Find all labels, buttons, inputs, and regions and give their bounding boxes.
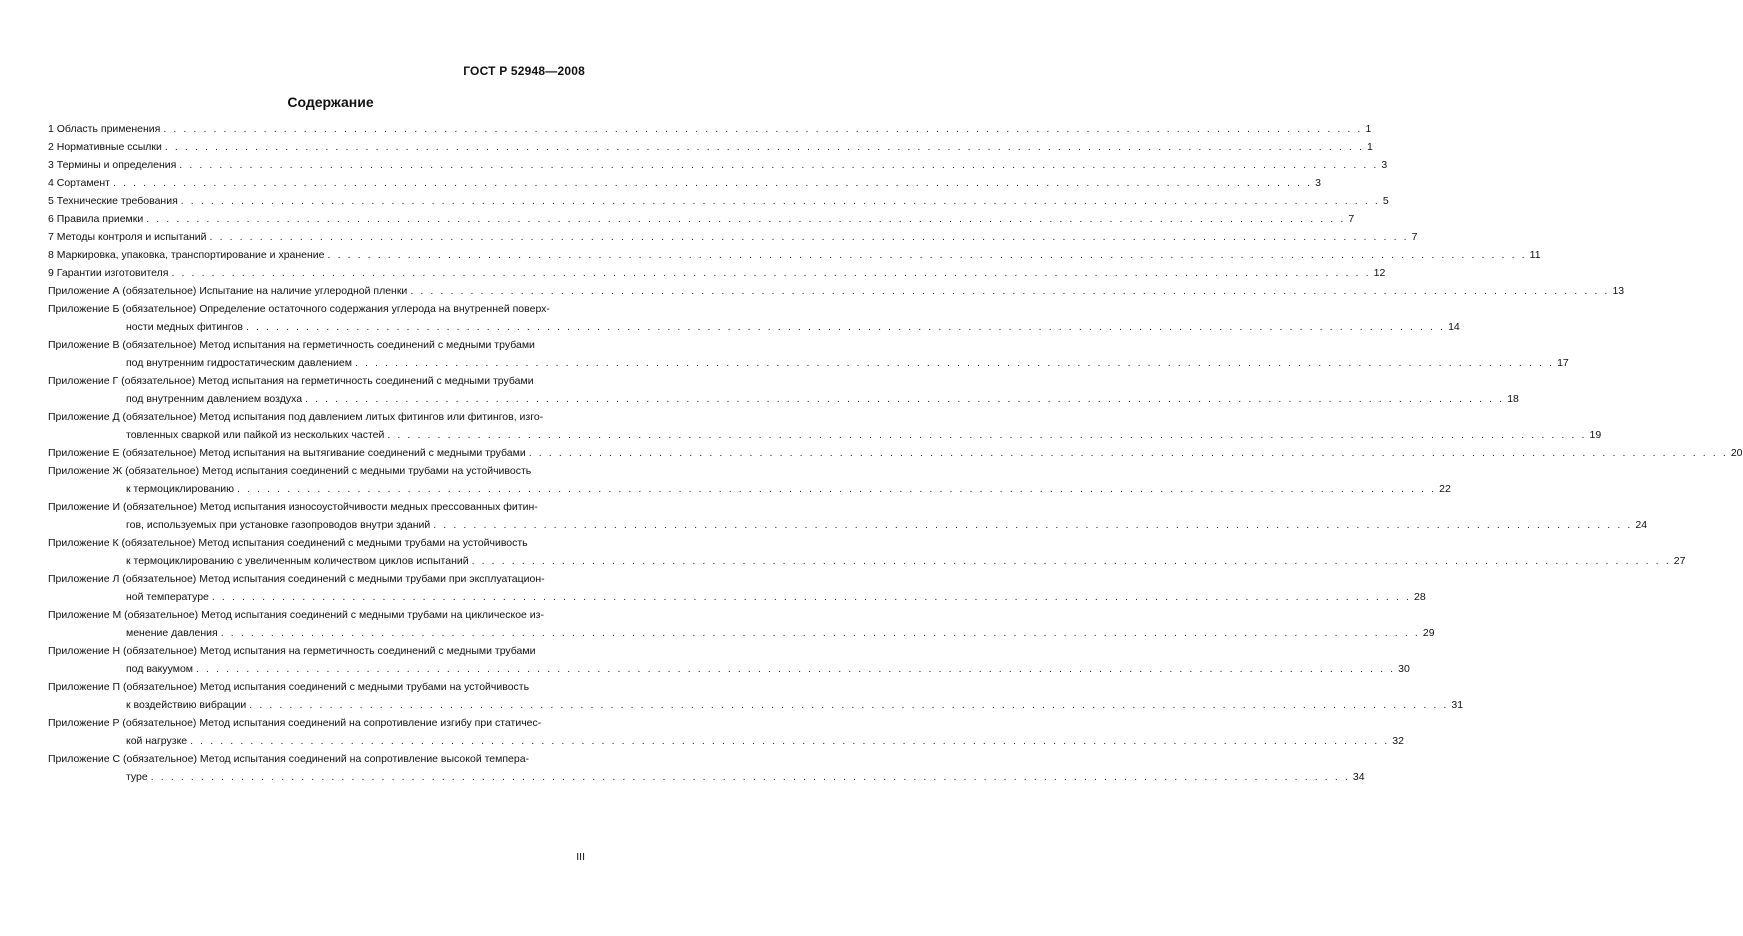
- dot-leader: . . . . . . . . . . . . . . . . . . . . . . . . . . . . . . . . . . . . . . . . . . . . . . . . . . . . . . . . . . . . . . . . . . . . . . . . . . . . . . . . . . . . . . . . . . . . . . . . . . . . . . . . . . . . . . . . . . . . . . . .: [433, 519, 1633, 531]
- toc-entry-text: 3 Термины и определения: [48, 159, 177, 171]
- dot-leader: . . . . . . . . . . . . . . . . . . . . . . . . . . . . . . . . . . . . . . . . . . . . . . . . . . . . . . . . . . . . . . . . . . . . . . . . . . . . . . . . . . . . . . . . . . . . . . . . . . . . . . . . . . . . . . . . . . . . . . . .: [528, 447, 1728, 459]
- toc-entry-text: менение давления: [126, 627, 218, 639]
- toc-entry-text: ной температуре: [126, 591, 209, 603]
- dot-leader: . . . . . . . . . . . . . . . . . . . . . . . . . . . . . . . . . . . . . . . . . . . . . . . . . . . . . . . . . . . . . . . . . . . . . . . . . . . . . . . . . . . . . . . . . . . . . . . . . . . . . . . . . . . . . . . . . . . . . . . .: [305, 393, 1505, 405]
- toc-entry[interactable]: [48, 138, 1373, 156]
- toc-page-number: 22: [1439, 483, 1451, 495]
- dot-leader: . . . . . . . . . . . . . . . . . . . . . . . . . . . . . . . . . . . . . . . . . . . . . . . . . . . . . . . . . . . . . . . . . . . . . . . . . . . . . . . . . . . . . . . . . . . . . . . . . . . . . . . . . . . . . . . . . . . . . . . .: [237, 483, 1437, 495]
- toc-page-number: 5: [1382, 195, 1389, 207]
- toc-entry-text: Приложение Б (обязательное) Определение остаточного содержания углерода на внутренней поверх-: [48, 303, 550, 315]
- toc-entry-text: Приложение Н (обязательное) Метод испытания на герметичность соединений с медными трубами: [48, 645, 536, 657]
- toc-entry-text: 7 Методы контроля и испытаний: [48, 231, 207, 243]
- toc-page-number: 13: [1612, 285, 1625, 297]
- toc-page-number: 7: [1348, 213, 1355, 225]
- dot-leader: . . . . . . . . . . . . . . . . . . . . . . . . . . . . . . . . . . . . . . . . . . . . . . . . . . . . . . . . . . . . . . . . . . . . . . . . . . . . . . . . . . . . . . . . . . . . . . . . . . . . . . . . . . . . . . . . . . . . . . . .: [179, 159, 1379, 171]
- dot-leader: . . . . . . . . . . . . . . . . . . . . . . . . . . . . . . . . . . . . . . . . . . . . . . . . . . . . . . . . . . . . . . . . . . . . . . . . . . . . . . . . . . . . . . . . . . . . . . . . . . . . . . . . . . . . . . . . . . . . . . . .: [113, 177, 1313, 189]
- toc-entry[interactable]: [48, 228, 1418, 246]
- toc-page-number: 19: [1589, 429, 1602, 441]
- toc-page-number: 34: [1352, 771, 1365, 783]
- toc-entry-text: к воздействию вибрации: [126, 699, 247, 711]
- dot-leader: . . . . . . . . . . . . . . . . . . . . . . . . . . . . . . . . . . . . . . . . . . . . . . . . . . . . . . . . . . . . . . . . . . . . . . . . . . . . . . . . . . . . . . . . . . . . . . . . . . . . . . . . . . . . . . . . . . . . . . . .: [211, 591, 1412, 603]
- document-code: ГОСТ Р 52948—2008: [463, 64, 585, 78]
- dot-leader: . . . . . . . . . . . . . . . . . . . . . . . . . . . . . . . . . . . . . . . . . . . . . . . . . . . . . . . . . . . . . . . . . . . . . . . . . . . . . . . . . . . . . . . . . . . . . . . . . . . . . . . . . . . . . . . . . . . . . . . .: [327, 249, 1527, 261]
- dot-leader: . . . . . . . . . . . . . . . . . . . . . . . . . . . . . . . . . . . . . . . . . . . . . . . . . . . . . . . . . . . . . . . . . . . . . . . . . . . . . . . . . . . . . . . . . . . . . . . . . . . . . . . . . . . . . . . . . . . . . . . .: [150, 771, 1350, 783]
- toc-entry[interactable]: [48, 336, 1569, 372]
- toc-entry-text: товленных сваркой или пайкой из нескольких частей: [126, 429, 385, 441]
- page-title: Содержание: [287, 94, 374, 110]
- dot-leader: . . . . . . . . . . . . . . . . . . . . . . . . . . . . . . . . . . . . . . . . . . . . . . . . . . . . . . . . . . . . . . . . . . . . . . . . . . . . . . . . . . . . . . . . . . . . . . . . . . . . . . . . . . . . . . . . . . . . . . . .: [220, 627, 1420, 639]
- toc-page-number: 29: [1422, 627, 1435, 639]
- dot-leader: . . . . . . . . . . . . . . . . . . . . . . . . . . . . . . . . . . . . . . . . . . . . . . . . . . . . . . . . . . . . . . . . . . . . . . . . . . . . . . . . . . . . . . . . . . . . . . . . . . . . . . . . . . . . . . . . . . . . . . . .: [209, 231, 1409, 243]
- table-of-contents: [48, 120, 1743, 786]
- toc-entry[interactable]: [48, 462, 1451, 498]
- toc-entry[interactable]: [48, 678, 1464, 714]
- toc-entry[interactable]: [48, 156, 1388, 174]
- toc-entry-text: 2 Нормативные ссылки: [48, 141, 162, 153]
- toc-page-number: 7: [1411, 231, 1418, 243]
- toc-entry-text: Приложение М (обязательное) Метод испытания соединений с медными трубами на циклическое из-: [48, 609, 544, 621]
- toc-entry[interactable]: [48, 264, 1386, 282]
- toc-page-number: 28: [1414, 591, 1426, 603]
- toc-entry[interactable]: [48, 192, 1389, 210]
- toc-entry-text: кой нагрузке: [126, 735, 188, 747]
- toc-entry-text: 5 Технические требования: [48, 195, 178, 207]
- toc-entry-text: Приложение П (обязательное) Метод испытания соединений с медными трубами на устойчивость: [48, 681, 530, 693]
- toc-entry-text: под вакуумом: [126, 663, 194, 675]
- toc-page-number: 3: [1381, 159, 1388, 171]
- toc-entry[interactable]: [48, 246, 1541, 264]
- dot-leader: . . . . . . . . . . . . . . . . . . . . . . . . . . . . . . . . . . . . . . . . . . . . . . . . . . . . . . . . . . . . . . . . . . . . . . . . . . . . . . . . . . . . . . . . . . . . . . . . . . . . . . . . . . . . . . . . . . . . . . . .: [164, 141, 1364, 153]
- toc-entry-text: 8 Маркировка, упаковка, транспортирование и хранение: [48, 249, 325, 261]
- page-number: III: [576, 851, 585, 863]
- toc-page-number: 24: [1635, 519, 1648, 531]
- toc-entry[interactable]: [48, 606, 1435, 642]
- toc-page-number: 1: [1365, 123, 1372, 135]
- toc-entry-text: Приложение В (обязательное) Метод испытания на герметичность соединений с медными трубами: [48, 339, 535, 351]
- dot-leader: . . . . . . . . . . . . . . . . . . . . . . . . . . . . . . . . . . . . . . . . . . . . . . . . . . . . . . . . . . . . . . . . . . . . . . . . . . . . . . . . . . . . . . . . . . . . . . . . . . . . . . . . . . . . . . . . . . . . . . . .: [163, 123, 1363, 135]
- toc-entry-text: 9 Гарантии изготовителя: [48, 267, 169, 279]
- toc-entry[interactable]: [48, 174, 1321, 192]
- toc-entry-text: к термоциклированию: [126, 483, 235, 495]
- dot-leader: . . . . . . . . . . . . . . . . . . . . . . . . . . . . . . . . . . . . . . . . . . . . . . . . . . . . . . . . . . . . . . . . . . . . . . . . . . . . . . . . . . . . . . . . . . . . . . . . . . . . . . . . . . . . . . . . . . . . . . . .: [354, 357, 1555, 369]
- toc-entry[interactable]: [48, 570, 1426, 606]
- toc-entry-text: Приложение К (обязательное) Метод испытания соединений с медными трубами на устойчивость: [48, 537, 528, 549]
- toc-entry[interactable]: [48, 642, 1410, 678]
- toc-page-number: 17: [1557, 357, 1569, 369]
- toc-entry[interactable]: [48, 282, 1625, 300]
- toc-entry[interactable]: [48, 372, 1519, 408]
- toc-page-number: 18: [1507, 393, 1519, 405]
- toc-page-number: 31: [1451, 699, 1464, 711]
- toc-page-number: 12: [1373, 267, 1386, 279]
- toc-entry-text: 6 Правила приемки: [48, 213, 144, 225]
- toc-entry-text: Приложение А (обязательное) Испытание на наличие углеродной пленки: [48, 285, 408, 297]
- toc-entry[interactable]: [48, 534, 1686, 570]
- toc-entry-text: Приложение Л (обязательное) Метод испытания соединений с медными трубами при эксплуатацион-: [48, 573, 545, 585]
- toc-entry[interactable]: [48, 498, 1648, 534]
- toc-entry-text: под внутренним гидростатическим давлением: [126, 357, 352, 369]
- toc-entry-text: Приложение С (обязательное) Метод испытания соединений на сопротивление высокой темпера-: [48, 753, 530, 765]
- toc-entry-text: к термоциклированию с увеличенным количеством циклов испытаний: [126, 555, 469, 567]
- toc-entry-text: 4 Сортамент: [48, 177, 110, 189]
- toc-page-number: 3: [1315, 177, 1321, 189]
- toc-entry-text: Приложение Г (обязательное) Метод испытания на герметичность соединений с медными трубами: [48, 375, 534, 387]
- toc-entry-text: ности медных фитингов: [126, 321, 243, 333]
- dot-leader: . . . . . . . . . . . . . . . . . . . . . . . . . . . . . . . . . . . . . . . . . . . . . . . . . . . . . . . . . . . . . . . . . . . . . . . . . . . . . . . . . . . . . . . . . . . . . . . . . . . . . . . . . . . . . . . . . . . . . . . .: [190, 735, 1390, 747]
- toc-page-number: 14: [1448, 321, 1460, 333]
- toc-entry-text: туре: [126, 771, 148, 783]
- toc-entry-text: Приложение Р (обязательное) Метод испытания соединений на сопротивление изгибу при статичес-: [48, 717, 542, 729]
- dot-leader: . . . . . . . . . . . . . . . . . . . . . . . . . . . . . . . . . . . . . . . . . . . . . . . . . . . . . . . . . . . . . . . . . . . . . . . . . . . . . . . . . . . . . . . . . . . . . . . . . . . . . . . . . . . . . . . . . . . . . . . .: [180, 195, 1380, 207]
- toc-entry-text: 1 Область применения: [48, 123, 161, 135]
- dot-leader: . . . . . . . . . . . . . . . . . . . . . . . . . . . . . . . . . . . . . . . . . . . . . . . . . . . . . . . . . . . . . . . . . . . . . . . . . . . . . . . . . . . . . . . . . . . . . . . . . . . . . . . . . . . . . . . . . . . . . . . .: [171, 267, 1371, 279]
- toc-page-number: 1: [1366, 141, 1373, 153]
- dot-leader: . . . . . . . . . . . . . . . . . . . . . . . . . . . . . . . . . . . . . . . . . . . . . . . . . . . . . . . . . . . . . . . . . . . . . . . . . . . . . . . . . . . . . . . . . . . . . . . . . . . . . . . . . . . . . . . . . . . . . . . .: [387, 429, 1587, 441]
- toc-page-number: 30: [1398, 663, 1410, 675]
- dot-leader: . . . . . . . . . . . . . . . . . . . . . . . . . . . . . . . . . . . . . . . . . . . . . . . . . . . . . . . . . . . . . . . . . . . . . . . . . . . . . . . . . . . . . . . . . . . . . . . . . . . . . . . . . . . . . . . . . . . . . . . .: [249, 699, 1449, 711]
- toc-page-number: 11: [1529, 249, 1541, 261]
- toc-entry[interactable]: [48, 714, 1404, 750]
- dot-leader: . . . . . . . . . . . . . . . . . . . . . . . . . . . . . . . . . . . . . . . . . . . . . . . . . . . . . . . . . . . . . . . . . . . . . . . . . . . . . . . . . . . . . . . . . . . . . . . . . . . . . . . . . . . . . . . . . . . . . . . .: [245, 321, 1446, 333]
- toc-entry-text: Приложение Ж (обязательное) Метод испытания соединений с медными трубами на устойчивость: [48, 465, 532, 477]
- dot-leader: . . . . . . . . . . . . . . . . . . . . . . . . . . . . . . . . . . . . . . . . . . . . . . . . . . . . . . . . . . . . . . . . . . . . . . . . . . . . . . . . . . . . . . . . . . . . . . . . . . . . . . . . . . . . . . . . . . . . . . . .: [196, 663, 1396, 675]
- toc-entry-text: под внутренним давлением воздуха: [126, 393, 303, 405]
- toc-entry[interactable]: [48, 210, 1355, 228]
- toc-page-number: 32: [1392, 735, 1404, 747]
- toc-entry[interactable]: [48, 120, 1372, 138]
- toc-page-number: 20: [1730, 447, 1743, 459]
- toc-entry-text: Приложение И (обязательное) Метод испытания износоустойчивости медных прессованных фитин-: [48, 501, 538, 513]
- toc-page-number: 27: [1673, 555, 1686, 567]
- toc-entry-text: Приложение Е (обязательное) Метод испытания на вытягивание соединений с медными трубами: [48, 447, 526, 459]
- dot-leader: . . . . . . . . . . . . . . . . . . . . . . . . . . . . . . . . . . . . . . . . . . . . . . . . . . . . . . . . . . . . . . . . . . . . . . . . . . . . . . . . . . . . . . . . . . . . . . . . . . . . . . . . . . . . . . . . . . . . . . . .: [471, 555, 1671, 567]
- toc-entry-text: Приложение Д (обязательное) Метод испытания под давлением литых фитингов или фитингов, изго-: [48, 411, 544, 423]
- toc-entry-text: гов, используемых при установке газопроводов внутри зданий: [126, 519, 431, 531]
- dot-leader: . . . . . . . . . . . . . . . . . . . . . . . . . . . . . . . . . . . . . . . . . . . . . . . . . . . . . . . . . . . . . . . . . . . . . . . . . . . . . . . . . . . . . . . . . . . . . . . . . . . . . . . . . . . . . . . . . . . . . . . .: [410, 285, 1610, 297]
- toc-entry[interactable]: [48, 300, 1460, 336]
- toc-entry[interactable]: [48, 408, 1602, 444]
- toc-entry[interactable]: [48, 750, 1365, 786]
- toc-entry[interactable]: [48, 444, 1743, 462]
- dot-leader: . . . . . . . . . . . . . . . . . . . . . . . . . . . . . . . . . . . . . . . . . . . . . . . . . . . . . . . . . . . . . . . . . . . . . . . . . . . . . . . . . . . . . . . . . . . . . . . . . . . . . . . . . . . . . . . . . . . . . . . .: [146, 213, 1346, 225]
